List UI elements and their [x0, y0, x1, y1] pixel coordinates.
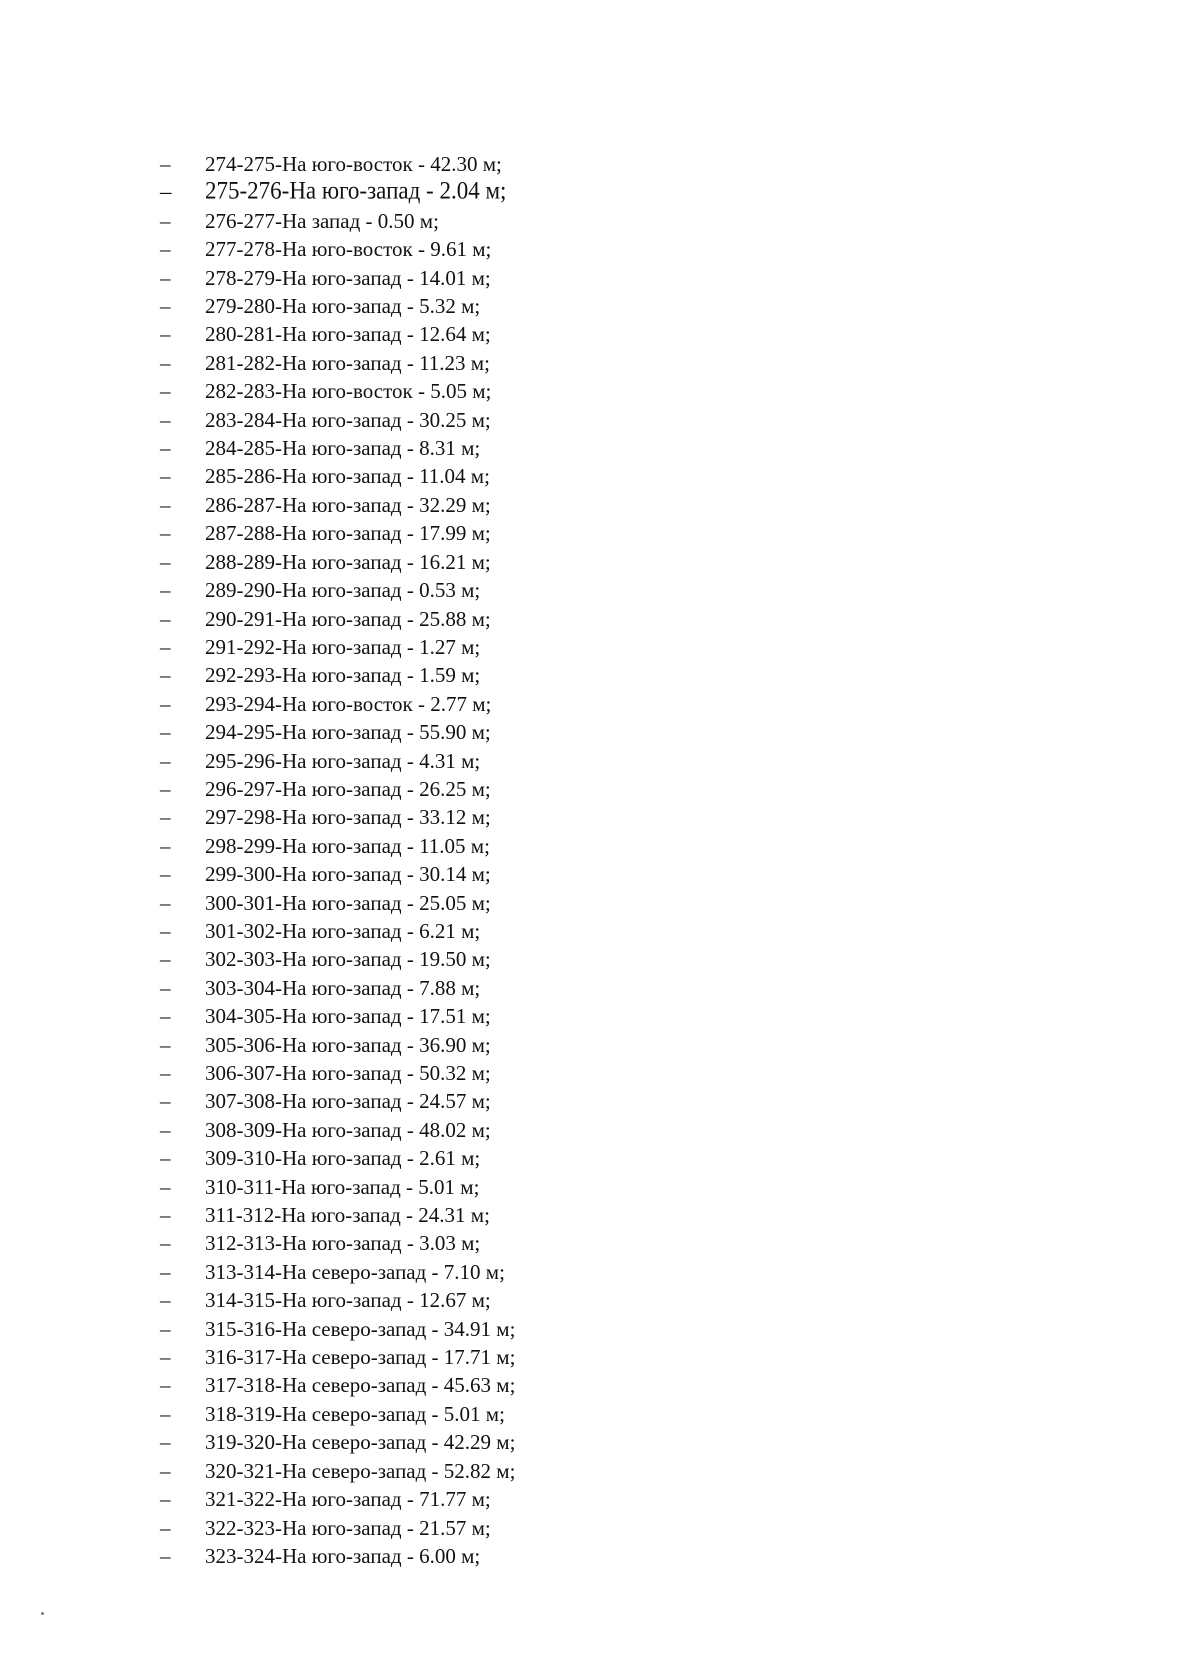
boundary-segment-item — [160, 1485, 860, 1513]
segment-description: 303-304-На юго-запад - 7.88 м; — [205, 975, 481, 1000]
boundary-segment-item — [160, 1428, 860, 1456]
scan-speck — [41, 1612, 44, 1615]
segment-description: 296-297-На юго-запад - 26.25 м; — [205, 776, 491, 801]
segment-description: 287-288-На юго-запад - 17.99 м; — [205, 521, 491, 546]
list-dash-marker: – — [160, 1401, 171, 1426]
list-dash-marker: – — [160, 294, 171, 319]
segment-description: 322-323-На юго-запад - 21.57 м; — [205, 1515, 491, 1540]
boundary-segment-item — [160, 292, 860, 320]
boundary-segment-item — [160, 1258, 860, 1286]
list-dash-marker: – — [160, 578, 171, 603]
boundary-segment-item — [160, 832, 860, 860]
segment-description: 283-284-На юго-запад - 30.25 м; — [205, 407, 491, 432]
segment-description: 295-296-На юго-запад - 4.31 м; — [205, 748, 481, 773]
segment-description: 281-282-На юго-запад - 11.23 м; — [205, 350, 490, 375]
boundary-segment-item — [160, 1514, 860, 1542]
list-dash-marker: – — [160, 1430, 171, 1455]
list-dash-marker: – — [160, 1316, 171, 1341]
boundary-segment-item — [160, 264, 860, 292]
list-dash-marker: – — [160, 634, 171, 659]
segment-description: 284-285-На юго-запад - 8.31 м; — [205, 436, 481, 461]
list-dash-marker: – — [160, 1487, 171, 1512]
segment-description: 288-289-На юго-запад - 16.21 м; — [205, 549, 491, 574]
segment-description: 290-291-На юго-запад - 25.88 м; — [205, 606, 491, 631]
list-dash-marker: – — [160, 947, 171, 972]
list-dash-marker: – — [160, 606, 171, 631]
boundary-segment-item — [160, 860, 860, 888]
boundary-segment-item — [160, 434, 860, 462]
segment-description: 300-301-На юго-запад - 25.05 м; — [205, 890, 491, 915]
boundary-segment-item — [160, 377, 860, 405]
boundary-segment-item — [160, 349, 860, 377]
list-dash-marker: – — [160, 1288, 171, 1313]
list-dash-marker: – — [160, 237, 171, 262]
list-dash-marker: – — [160, 1004, 171, 1029]
boundary-segment-list — [160, 150, 860, 1570]
segment-description: 276-277-На запад - 0.50 м; — [205, 208, 439, 233]
segment-description: 323-324-На юго-запад - 6.00 м; — [205, 1543, 481, 1568]
segment-description: 320-321-На северо-запад - 52.82 м; — [205, 1458, 516, 1483]
boundary-segment-item — [160, 1031, 860, 1059]
list-dash-marker: – — [160, 265, 171, 290]
list-dash-marker: – — [160, 1515, 171, 1540]
list-dash-marker: – — [160, 1543, 171, 1568]
boundary-segment-item — [160, 974, 860, 1002]
boundary-segment-item — [160, 1542, 860, 1570]
list-dash-marker: – — [160, 918, 171, 943]
segment-description: 299-300-На юго-запад - 30.14 м; — [205, 862, 491, 887]
boundary-segment-item — [160, 235, 860, 263]
boundary-segment-item — [160, 1144, 860, 1172]
segment-description: 285-286-На юго-запад - 11.04 м; — [205, 464, 490, 489]
segment-description: 277-278-На юго-восток - 9.61 м; — [205, 237, 492, 262]
segment-description: 318-319-На северо-запад - 5.01 м; — [205, 1401, 505, 1426]
boundary-segment-item — [160, 1400, 860, 1428]
list-dash-marker: – — [160, 890, 171, 915]
list-dash-marker: – — [160, 720, 171, 745]
segment-description: 314-315-На юго-запад - 12.67 м; — [205, 1288, 491, 1313]
boundary-segment-item — [160, 1116, 860, 1144]
list-dash-marker: – — [160, 152, 171, 176]
segment-description: 294-295-На юго-запад - 55.90 м; — [205, 720, 491, 745]
segment-description: 289-290-На юго-запад - 0.53 м; — [205, 578, 481, 603]
list-dash-marker: – — [160, 549, 171, 574]
list-dash-marker: – — [160, 1174, 171, 1199]
list-dash-marker: – — [160, 350, 171, 375]
list-dash-marker: – — [160, 1231, 171, 1256]
segment-description: 315-316-На северо-запад - 34.91 м; — [205, 1316, 516, 1341]
list-dash-marker: – — [160, 663, 171, 688]
boundary-segment-item — [160, 519, 860, 547]
segment-description: 275-276-На юго-запад - 2.04 м; — [205, 177, 507, 205]
list-dash-marker: – — [160, 379, 171, 404]
list-dash-marker: – — [160, 776, 171, 801]
segment-description: 274-275-На юго-восток - 42.30 м; — [205, 152, 502, 176]
boundary-segment-item — [160, 945, 860, 973]
boundary-segment-item — [160, 462, 860, 490]
list-dash-marker: – — [160, 833, 171, 858]
segment-description: 298-299-На юго-запад - 11.05 м; — [205, 833, 490, 858]
boundary-segment-item — [160, 633, 860, 661]
list-dash-marker: – — [160, 1061, 171, 1085]
boundary-segment-item — [160, 889, 860, 917]
list-dash-marker: – — [160, 208, 171, 233]
boundary-segment-item — [160, 1315, 860, 1343]
list-dash-marker: – — [160, 407, 171, 432]
segment-description: 286-287-На юго-запад - 32.29 м; — [205, 492, 491, 517]
boundary-segment-item — [160, 1371, 860, 1399]
segment-description: 319-320-На северо-запад - 42.29 м; — [205, 1430, 516, 1455]
list-dash-marker: – — [160, 322, 171, 347]
list-dash-marker: – — [160, 1373, 171, 1398]
boundary-segment-item — [160, 576, 860, 604]
list-dash-marker: – — [160, 492, 171, 517]
boundary-segment-item — [160, 150, 860, 178]
boundary-segment-item — [160, 718, 860, 746]
list-dash-marker: – — [160, 805, 171, 830]
segment-description: 305-306-На юго-запад - 36.90 м; — [205, 1032, 491, 1057]
segment-description: 307-308-На юго-запад - 24.57 м; — [205, 1089, 491, 1114]
boundary-segment-item — [160, 207, 860, 235]
boundary-segment-item — [160, 178, 860, 206]
boundary-segment-item — [160, 1201, 860, 1229]
list-dash-marker: – — [160, 975, 171, 1000]
list-dash-marker: – — [160, 1117, 171, 1142]
boundary-segment-item — [160, 917, 860, 945]
boundary-segment-item — [160, 747, 860, 775]
segment-description: 292-293-На юго-запад - 1.59 м; — [205, 663, 481, 688]
boundary-segment-item — [160, 661, 860, 689]
boundary-segment-item — [160, 1286, 860, 1314]
boundary-segment-item — [160, 1457, 860, 1485]
segment-description: 293-294-На юго-восток - 2.77 м; — [205, 691, 492, 716]
segment-description: 309-310-На юго-запад - 2.61 м; — [205, 1146, 481, 1171]
boundary-segment-item — [160, 690, 860, 718]
list-dash-marker: – — [160, 521, 171, 546]
boundary-segment-item — [160, 775, 860, 803]
boundary-segment-item — [160, 406, 860, 434]
boundary-segment-item — [160, 548, 860, 576]
list-dash-marker: – — [160, 436, 171, 461]
segment-description: 302-303-На юго-запад - 19.50 м; — [205, 947, 491, 972]
list-dash-marker: – — [160, 179, 172, 205]
segment-description: 321-322-На юго-запад - 71.77 м; — [205, 1487, 491, 1512]
list-dash-marker: – — [160, 1203, 171, 1228]
segment-description: 280-281-На юго-запад - 12.64 м; — [205, 322, 491, 347]
segment-description: 301-302-На юго-запад - 6.21 м; — [205, 918, 481, 943]
boundary-segment-item — [160, 605, 860, 633]
list-dash-marker: – — [160, 1259, 171, 1284]
list-dash-marker: – — [160, 1032, 171, 1057]
boundary-segment-item — [160, 1343, 860, 1371]
segment-description: 311-312-На юго-запад - 24.31 м; — [205, 1203, 490, 1228]
segment-description: 313-314-На северо-запад - 7.10 м; — [205, 1259, 505, 1284]
segment-description: 316-317-На северо-запад - 17.71 м; — [205, 1345, 516, 1370]
boundary-segment-item — [160, 803, 860, 831]
segment-description: 279-280-На юго-запад - 5.32 м; — [205, 294, 481, 319]
segment-description: 308-309-На юго-запад - 48.02 м; — [205, 1117, 491, 1142]
segment-description: 282-283-На юго-восток - 5.05 м; — [205, 379, 492, 404]
list-dash-marker: – — [160, 862, 171, 887]
list-dash-marker: – — [160, 1345, 171, 1370]
boundary-segment-item — [160, 1229, 860, 1257]
list-dash-marker: – — [160, 748, 171, 773]
boundary-segment-item — [160, 1002, 860, 1030]
list-dash-marker: – — [160, 691, 171, 716]
boundary-segment-item — [160, 1173, 860, 1201]
segment-description: 317-318-На северо-запад - 45.63 м; — [205, 1373, 516, 1398]
list-dash-marker: – — [160, 1089, 171, 1114]
segment-description: 310-311-На юго-запад - 5.01 м; — [205, 1174, 480, 1199]
list-dash-marker: – — [160, 464, 171, 489]
list-dash-marker: – — [160, 1146, 171, 1171]
boundary-segment-item — [160, 491, 860, 519]
segment-description: 306-307-На юго-запад - 50.32 м; — [205, 1061, 491, 1085]
segment-description: 291-292-На юго-запад - 1.27 м; — [205, 634, 481, 659]
segment-description: 312-313-На юго-запад - 3.03 м; — [205, 1231, 481, 1256]
list-dash-marker: – — [160, 1458, 171, 1483]
boundary-segment-item — [160, 1087, 860, 1115]
segment-description: 278-279-На юго-запад - 14.01 м; — [205, 265, 491, 290]
segment-description: 297-298-На юго-запад - 33.12 м; — [205, 805, 491, 830]
segment-description: 304-305-На юго-запад - 17.51 м; — [205, 1004, 491, 1029]
boundary-segment-item — [160, 1059, 860, 1087]
boundary-segment-item — [160, 320, 860, 348]
